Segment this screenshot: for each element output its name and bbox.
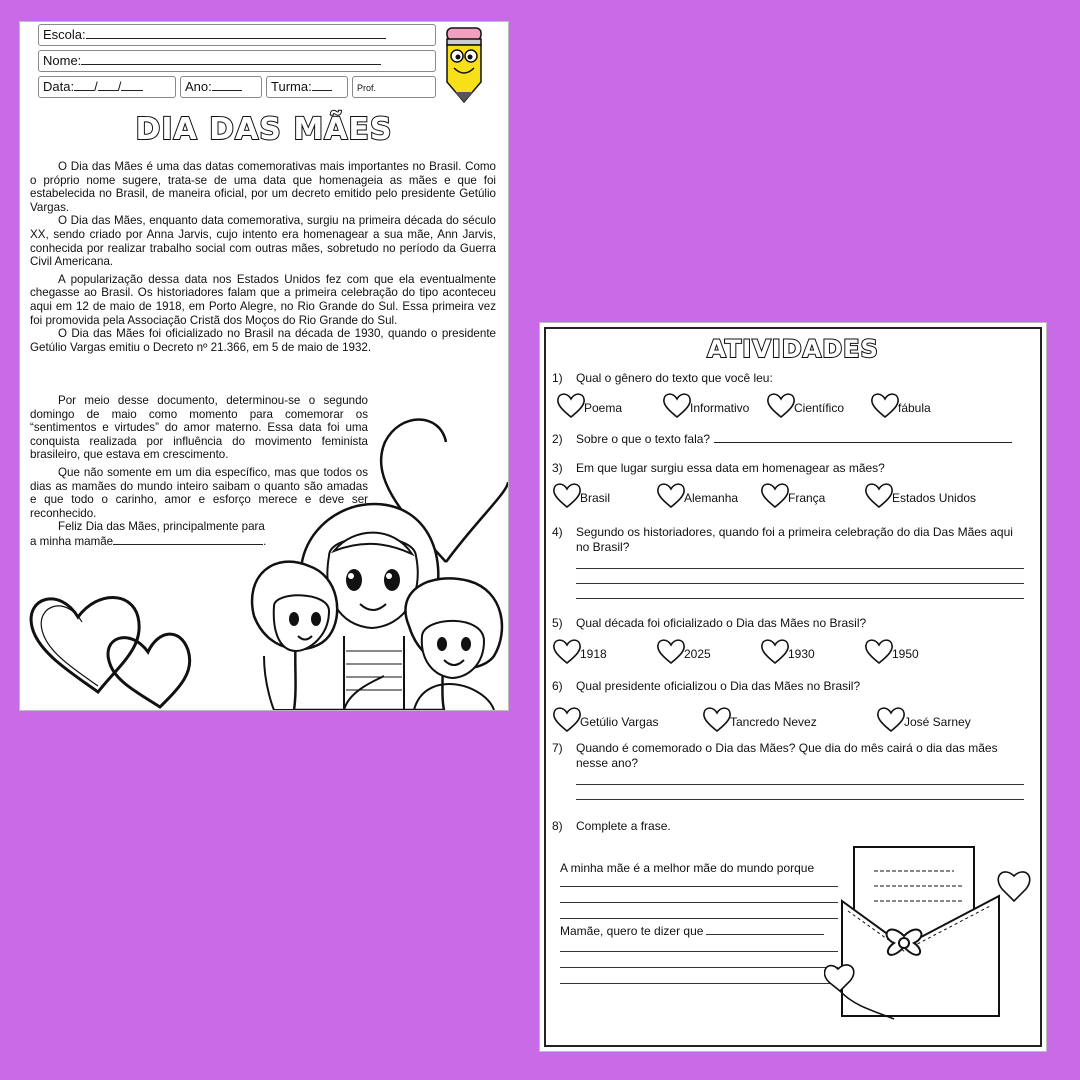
option-label: França — [788, 491, 826, 505]
option-label: José Sarney — [904, 715, 971, 729]
text-block-top — [30, 160, 496, 354]
closing-period: . — [263, 534, 267, 548]
option-cientifico[interactable] — [766, 391, 844, 419]
closing-text: a minha mamãe — [30, 534, 114, 548]
answer-line[interactable] — [560, 886, 838, 887]
question-7-number: 7) — [552, 741, 563, 755]
question-4-number: 4) — [552, 525, 563, 539]
option-alemanha[interactable] — [656, 481, 738, 509]
question-8-number: 8) — [552, 819, 563, 833]
question-4-text: Segundo os historiadores, quando foi a primeira celebração do dia Das Mães aqui no Brasil? — [576, 525, 1013, 554]
paragraph-2: O Dia das Mães, enquanto data comemorativa, surgiu na primeira década do século XX, sendo criado por Anna Jarvis, cujo intento era homenagear a sua mãe, Ann Jarvis, conhecida por realizar trabalho social com outras mães, sobretudo no período da Guerra Civil Americana. — [30, 214, 496, 269]
option-franca[interactable] — [760, 481, 825, 509]
sentence-2-row — [560, 923, 824, 939]
sentence-1: A minha mãe é a melhor mãe do mundo porque — [560, 861, 815, 875]
option-label: fábula — [898, 401, 931, 415]
question-2 — [552, 431, 1012, 447]
date-separator-2: / — [117, 79, 122, 94]
answer-line[interactable] — [560, 918, 838, 919]
question-5-number: 5) — [552, 616, 563, 630]
option-tancredo-nevez[interactable] — [702, 705, 817, 733]
question-3-number: 3) — [552, 461, 563, 475]
paragraph-4: O Dia das Mães foi oficializado no Brasil na década de 1930, quando o presidente Getúlio Vargas emitiu o Decreto nº 21.366, em 5 de maio de 1932. — [30, 327, 496, 354]
option-1950[interactable] — [864, 637, 919, 665]
option-label: Alemanha — [684, 491, 739, 505]
option-label: Getúlio Vargas — [580, 715, 659, 729]
paragraph-7: Feliz Dia das Mães, principalmente para — [58, 520, 265, 534]
question-7-text: Quando é comemorado o Dia das Mães? Que dia do mês cairá o dia das mães nesse ano? — [576, 741, 998, 770]
option-label: 2025 — [684, 647, 711, 661]
answer-line[interactable] — [560, 967, 838, 968]
question-2-text: Sobre o que o texto fala? — [576, 432, 711, 446]
option-1930[interactable] — [760, 637, 815, 665]
option-estados-unidos[interactable] — [864, 481, 976, 509]
name-label: Nome: — [43, 53, 82, 68]
paragraph-5: Por meio desse documento, determinou-se o segundo domingo de maio como momento para comemorar os “sentimentos e virtudes” do amor materno. Essa data foi uma conquista realizada por influência do movimento feminista brasileiro, que estava em crescimento. — [30, 394, 368, 462]
option-label: Científico — [794, 401, 845, 415]
option-fabula[interactable] — [870, 391, 931, 419]
question-6-text: Qual presidente oficializou o Dia das Mães no Brasil? — [576, 679, 861, 693]
option-label: 1950 — [892, 647, 919, 661]
answer-line[interactable] — [576, 568, 1024, 569]
question-2-number: 2) — [552, 432, 563, 446]
question-3 — [552, 461, 885, 476]
sentence-2: Mamãe, quero te dizer que — [560, 924, 704, 938]
option-2025[interactable] — [656, 637, 711, 665]
year-field[interactable] — [180, 76, 262, 98]
pencil-mascot-icon — [438, 24, 496, 104]
question-7 — [552, 741, 1030, 771]
option-label: Estados Unidos — [892, 491, 977, 505]
answer-line[interactable] — [576, 598, 1024, 599]
question-2-answer-line[interactable] — [714, 431, 1012, 443]
name-field[interactable] — [38, 50, 436, 72]
question-4 — [552, 525, 1030, 555]
answer-line[interactable] — [576, 583, 1024, 584]
question-8-text: Complete a frase. — [576, 819, 671, 833]
activities-worksheet — [540, 323, 1046, 1051]
paragraph-3: A popularização dessa data nos Estados Unidos fez com que ela eventualmente chegasse ao Brasil. Os historiadores falam que a primeira celebração do tipo aconteceu aqui em 12 de maio de 1918, em Porto Alegre, no Rio Grande do Sul. Essa primeira vez foi promovida pela Associação Cristã dos Moços do Rio Grande do Sul. — [30, 272, 496, 327]
activities-title: ATIVIDADES — [707, 335, 879, 363]
question-1 — [552, 371, 773, 386]
answer-line[interactable] — [560, 983, 838, 984]
option-getulio-vargas[interactable] — [552, 705, 659, 733]
school-field[interactable] — [38, 24, 436, 46]
question-6-number: 6) — [552, 679, 563, 693]
option-label: 1930 — [788, 647, 815, 661]
teacher-field[interactable] — [352, 76, 436, 98]
date-field[interactable] — [38, 76, 176, 98]
option-label: Tancredo Nevez — [730, 715, 817, 729]
year-label: Ano: — [185, 79, 212, 94]
option-brasil[interactable] — [552, 481, 610, 509]
option-label: 1918 — [580, 647, 607, 661]
option-label: Brasil — [580, 491, 611, 505]
option-jose-sarney[interactable] — [876, 705, 971, 733]
option-label: Poema — [584, 401, 623, 415]
mother-children-illustration — [234, 496, 508, 710]
page-title: DIA DAS MÃES — [135, 112, 393, 147]
question-5-text: Qual década foi oficializado o Dia das Mães no Brasil? — [576, 616, 867, 630]
question-1-number: 1) — [552, 371, 563, 385]
option-informativo[interactable] — [662, 391, 749, 419]
paragraph-6: Que não somente em um dia específico, mas que todos os dias as mamães do mundo inteiro saibam o quanto são amadas e que todo o carinho, amor e esforço merece e deve ser reconhecido. — [30, 465, 368, 520]
question-8 — [552, 819, 671, 834]
paragraph-1: O Dia das Mães é uma das datas comemorativas mais importantes no Brasil. Como o próprio nome sugere, trata-se de uma data que homenageia as mães e que foi estabelecida no Brasil, de maneira oficial, por um decreto emitido pelo presidente Getúlio Vargas. — [30, 160, 496, 214]
question-1-text: Qual o gênero do texto que você leu: — [576, 371, 773, 385]
question-3-text: Em que lugar surgiu essa data em homenagear as mães? — [576, 461, 885, 475]
option-1918[interactable] — [552, 637, 607, 665]
date-separator-1: / — [94, 79, 98, 94]
class-field[interactable] — [266, 76, 348, 98]
question-6 — [552, 679, 860, 694]
school-label: Escola: — [43, 27, 86, 42]
sentence-2-blank[interactable] — [706, 923, 824, 935]
teacher-label: Prof. — [357, 83, 377, 93]
answer-line[interactable] — [576, 784, 1024, 785]
answer-line[interactable] — [560, 951, 838, 952]
class-label: Turma: — [271, 79, 312, 94]
option-label: Informativo — [690, 401, 750, 415]
answer-line[interactable] — [560, 902, 838, 903]
answer-line[interactable] — [576, 799, 1024, 800]
envelope-letter-icon — [824, 841, 1034, 1031]
question-5 — [552, 616, 866, 631]
reading-worksheet — [20, 22, 508, 710]
option-poema[interactable] — [556, 391, 622, 419]
date-label: Data: — [43, 79, 75, 94]
